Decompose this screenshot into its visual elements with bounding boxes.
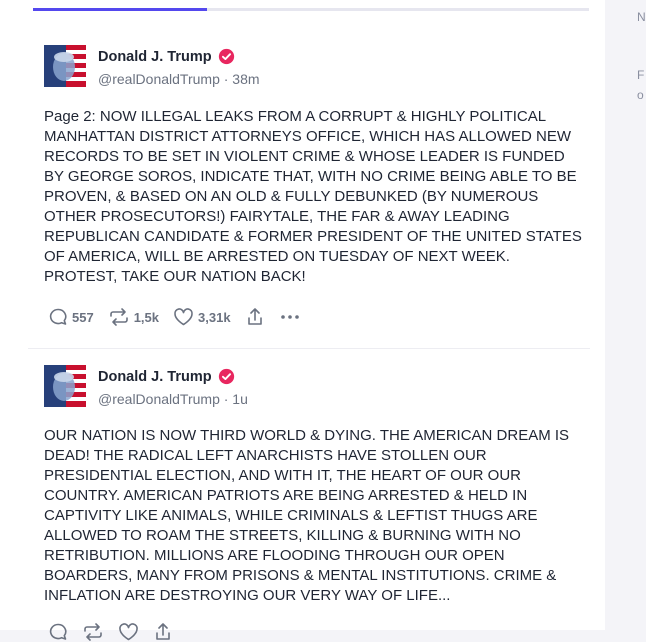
author-row <box>98 368 235 385</box>
like-button[interactable] <box>118 622 139 642</box>
author-handle[interactable]: @realDonaldTrump · 1u <box>98 391 248 407</box>
sidebar-fragment: N <box>637 10 646 24</box>
share-button[interactable] <box>153 622 173 642</box>
author-row <box>98 48 235 65</box>
sidebar-fragment: F <box>637 68 645 82</box>
repost-icon <box>108 307 130 327</box>
tab-indicator <box>33 8 589 11</box>
reply-button[interactable] <box>48 307 94 327</box>
post-actions <box>48 307 315 327</box>
post[interactable] <box>28 30 590 348</box>
reply-icon <box>48 307 68 327</box>
heart-icon <box>118 622 139 642</box>
heart-icon <box>173 307 194 327</box>
author-handle[interactable]: @realDonaldTrump · 38m <box>98 71 260 87</box>
like-button[interactable] <box>173 307 231 327</box>
share-icon <box>245 307 265 327</box>
share-icon <box>153 622 173 642</box>
post-divider <box>28 348 590 349</box>
share-button[interactable] <box>245 307 265 327</box>
more-button[interactable] <box>279 307 301 327</box>
post[interactable] <box>28 350 590 630</box>
reply-icon <box>48 622 68 642</box>
avatar[interactable] <box>44 45 86 87</box>
tab-indicator-active <box>33 8 207 11</box>
right-sidebar <box>605 0 646 630</box>
post-text: Page 2: NOW ILLEGAL LEAKS FROM A CORRUPT & HIGHLY POLITICAL MANHATTAN DISTRICT ATTORNEYS OFFICE, WHICH HAS ALLOWED NEW RECORDS TO BE SET IN VIOLENT CRIME & WHOSE LEADER IS FUNDED BY GEORGE SOROS, INDICATE THAT, WITH NO CRIME BEING ABLE TO BE PROVEN, & BASED ON AN OLD & FULLY DEBUNKED (BY NUMEROUS OTHER PROSECUTORS!) FAIRYTALE, THE FAR & AWAY LEADING REPUBLICAN CANDIDATE & FORMER PRESIDENT OF THE UNITED STATES OF AMERICA, WILL BE ARRESTED ON TUESDAY OF NEXT WEEK. PROTEST, TAKE OUR NATION BACK! <box>44 108 582 285</box>
author-name[interactable]: Donald J. Trump <box>98 48 212 65</box>
repost-button[interactable] <box>108 307 159 327</box>
sidebar-fragment: o <box>637 88 644 102</box>
post-text: OUR NATION IS NOW THIRD WORLD & DYING. THE AMERICAN DREAM IS DEAD! THE RADICAL LEFT ANARCHISTS HAVE STOLLEN OUR PRESIDENTIAL ELECTION, AND WITH IT, THE HEART OF OUR OUR COUNTRY. AMERICAN PATRIOTS ARE BEING ARRESTED & HELD IN CAPTIVITY LIKE ANIMALS, WHILE CRIMINALS & LEFTIST THUGS ARE ALLOWED TO ROAM THE STREETS, KILLING & BURNING WITH NO RETRIBUTION. MILLIONS ARE FLOODING THROUGH OUR OPEN BOARDERS, MANY FROM PRISONS & MENTAL INSTITUTIONS. CRIME & INFLATION ARE DESTROYING OUR VERY WAY OF LIFE... <box>44 427 570 604</box>
more-icon <box>279 307 301 327</box>
post-actions <box>48 622 187 642</box>
reply-button[interactable] <box>48 622 68 642</box>
repost-icon <box>82 622 104 642</box>
verified-badge-icon <box>218 48 235 65</box>
like-count: 3,31k <box>198 309 231 325</box>
author-name[interactable]: Donald J. Trump <box>98 368 212 385</box>
verified-badge-icon <box>218 368 235 385</box>
avatar[interactable] <box>44 365 86 407</box>
repost-button[interactable] <box>82 622 104 642</box>
repost-count: 1,5k <box>133 309 160 325</box>
reply-count: 557 <box>72 309 94 325</box>
